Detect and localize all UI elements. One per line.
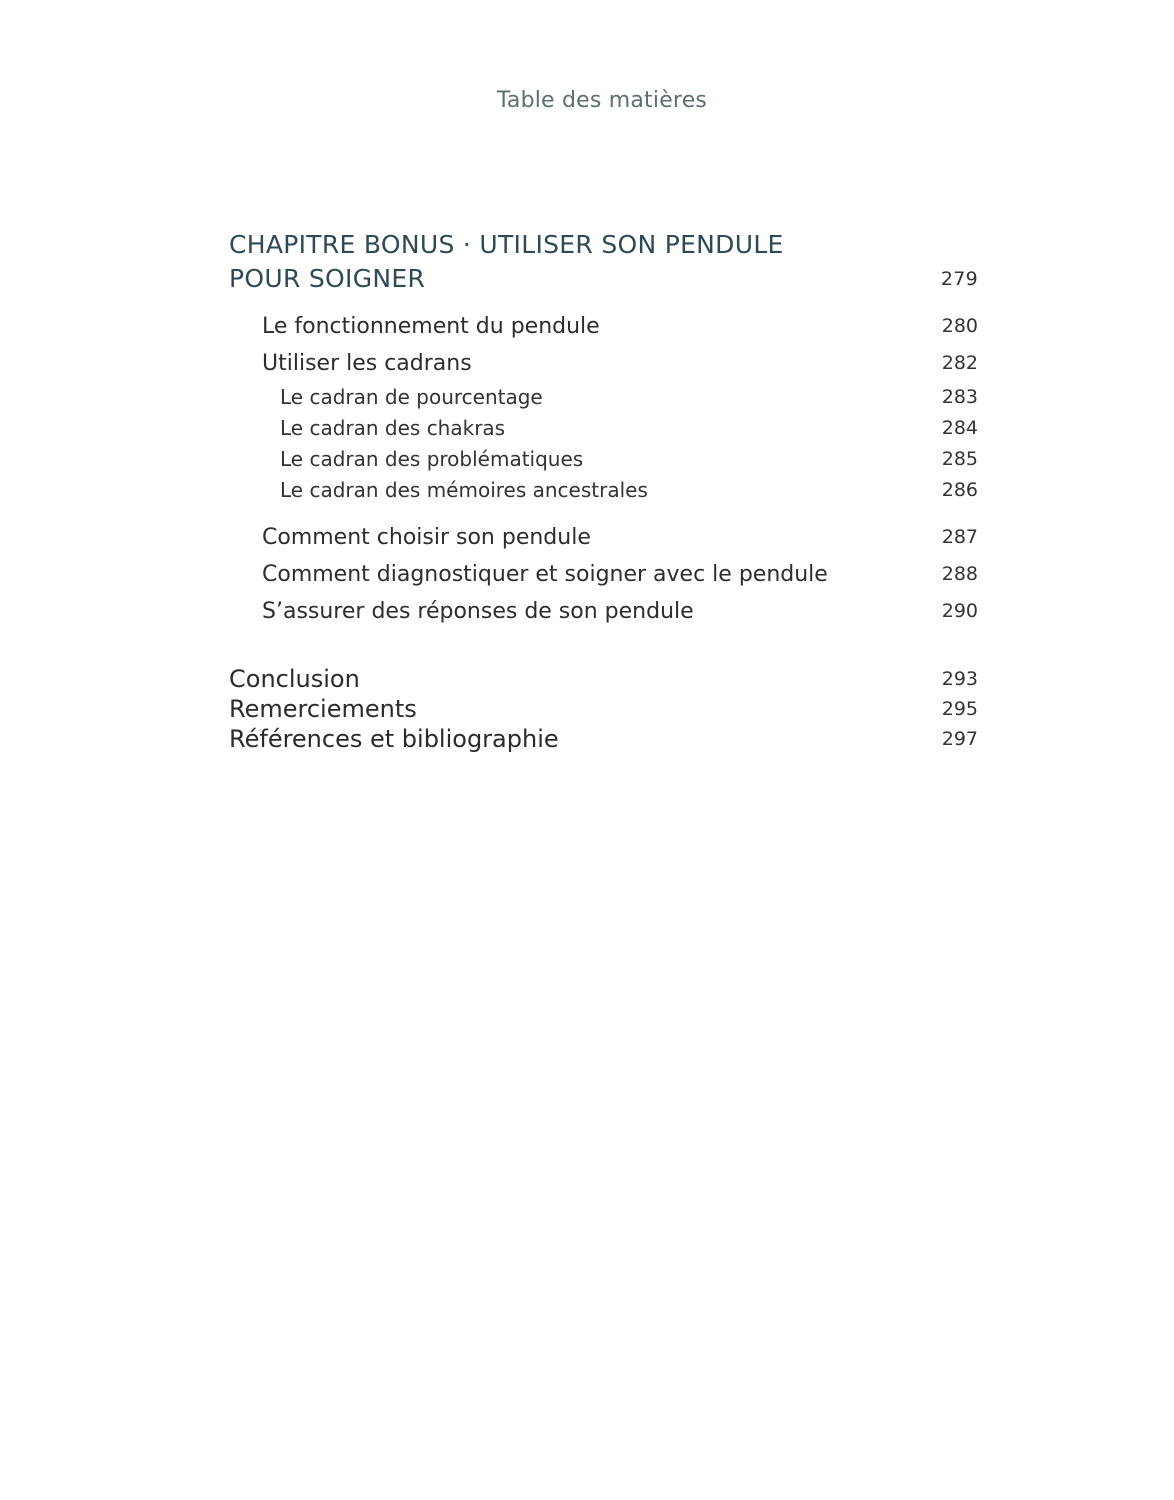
toc-entry-page: 290 [941,600,978,622]
toc-entry-label: Le cadran des chakras [280,416,506,440]
toc-entry-label: Le cadran de pourcentage [280,385,543,409]
toc-entry-label: Utiliser les cadrans [262,351,472,376]
toc-entry-label: S’assurer des réponses de son pendule [262,599,694,624]
toc-entry-subsection[interactable] [229,475,978,506]
toc-entry-section[interactable] [229,593,978,630]
toc-entry-section[interactable] [229,308,978,345]
toc-entry-page: 295 [941,698,978,720]
toc-entry-subsection[interactable] [229,382,978,413]
chapter-page-number: 279 [940,268,978,290]
toc-entry-subsection[interactable] [229,413,978,444]
toc-entry-page: 280 [941,315,978,337]
toc-entry-label: Le fonctionnement du pendule [262,314,600,339]
toc-entry-page: 288 [941,563,978,585]
toc-entry-page: 286 [941,479,978,501]
toc-entry-back-matter[interactable] [229,724,978,754]
running-head: Table des matières [496,88,708,113]
toc-entry-page: 284 [941,417,978,439]
toc-entry-page: 293 [941,668,978,690]
toc-entry-subsection[interactable] [229,444,978,475]
toc-entry-label: Remerciements [229,695,417,723]
toc-entry-label: Comment choisir son pendule [262,525,591,550]
toc-entry-page: 283 [941,386,978,408]
toc-entry-section[interactable] [229,556,978,593]
toc-entry-page: 287 [941,526,978,548]
table-of-contents [229,228,978,754]
chapter-title-line-2: POUR SOIGNER [229,264,426,293]
toc-entry-label: Le cadran des problématiques [280,447,584,471]
toc-entry-label: Comment diagnostiquer et soigner avec le pendule [262,562,828,587]
toc-entry-back-matter[interactable] [229,664,978,694]
toc-entry-page: 285 [941,448,978,470]
toc-entry-section[interactable] [229,519,978,556]
toc-entry-page: 297 [941,728,978,750]
toc-entry-label: Références et bibliographie [229,725,559,753]
toc-entry-section[interactable] [229,345,978,382]
toc-entry-back-matter[interactable] [229,694,978,724]
toc-entry-label: Le cadran des mémoires ancestrales [280,478,648,502]
chapter-entry[interactable] [229,228,978,296]
chapter-title-line-1: CHAPITRE BONUS · UTILISER SON PENDULE [229,230,784,259]
toc-entry-label: Conclusion [229,665,360,693]
toc-entry-page: 282 [941,352,978,374]
